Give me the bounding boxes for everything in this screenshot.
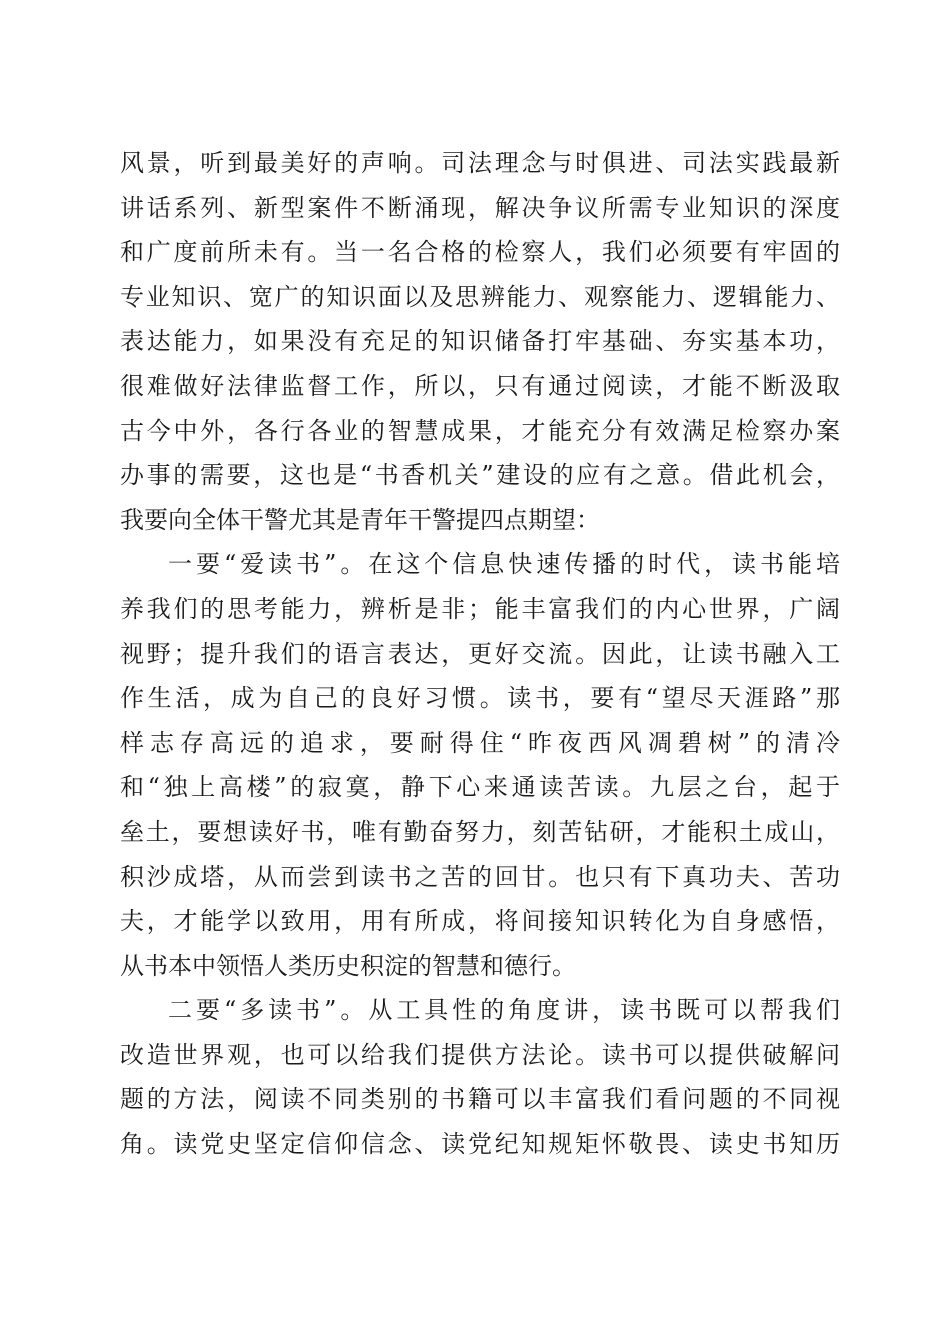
text-line: 样志存高远的追求，要耐得住“昨夜西风凋碧树”的清冷 bbox=[120, 728, 840, 757]
text-line: 很难做好法律监督工作，所以，只有通过阅读，才能不断汲取 bbox=[120, 371, 840, 400]
text-line: 和“独上高楼”的寂寞，静下心来通读苦读。九层之台，起于 bbox=[120, 773, 840, 802]
text-line: 题的方法，阅读不同类别的书籍可以丰富我们看问题的不同视 bbox=[120, 1085, 840, 1114]
text-line: 从书本中领悟人类历史积淀的智慧和德行。 bbox=[120, 951, 576, 980]
text-line: 我要向全体干警尤其是青年干警提四点期望： bbox=[120, 505, 600, 534]
text-line: 专业知识、宽广的知识面以及思辨能力、观察能力、逻辑能力、 bbox=[120, 282, 840, 311]
text-line: 讲话系列、新型案件不断涌现，解决争议所需专业知识的深度 bbox=[120, 193, 840, 222]
text-line: 作生活，成为自己的良好习惯。读书，要有“望尽天涯路”那 bbox=[120, 684, 840, 713]
text-line: 夫，才能学以致用，用有所成，将间接知识转化为自身感悟， bbox=[120, 907, 840, 936]
body-text bbox=[120, 141, 840, 1167]
text-line: 办事的需要，这也是“书香机关”建设的应有之意。借此机会， bbox=[120, 461, 840, 490]
text-line: 垒土，要想读好书，唯有勤奋努力，刻苦钻研，才能积土成山， bbox=[120, 817, 840, 846]
text-line: 风景，听到最美好的声响。司法理念与时俱进、司法实践最新 bbox=[120, 149, 840, 177]
text-line: 角。读党史坚定信仰信念、读党纪知规矩怀敬畏、读史书知历 bbox=[120, 1130, 840, 1159]
text-line: 改造世界观，也可以给我们提供方法论。读书可以提供破解问 bbox=[120, 1040, 840, 1069]
paragraph-first-line: 二要“多读书”。从工具性的角度讲，读书既可以帮我们 bbox=[168, 996, 840, 1025]
text-line: 养我们的思考能力，辨析是非；能丰富我们的内心世界，广阔 bbox=[120, 594, 840, 623]
text-line: 古今中外，各行各业的智慧成果，才能充分有效满足检察办案 bbox=[120, 416, 840, 445]
text-line: 视野；提升我们的语言表达，更好交流。因此，让读书融入工 bbox=[120, 639, 840, 668]
paragraph-first-line: 一要“爱读书”。在这个信息快速传播的时代，读书能培 bbox=[168, 550, 840, 579]
text-line: 和广度前所未有。当一名合格的检察人，我们必须要有牢固的 bbox=[120, 238, 840, 267]
text-line: 积沙成塔，从而尝到读书之苦的回甘。也只有下真功夫、苦功 bbox=[120, 862, 840, 891]
text-line: 表达能力，如果没有充足的知识储备打牢基础、夯实基本功， bbox=[120, 327, 840, 356]
